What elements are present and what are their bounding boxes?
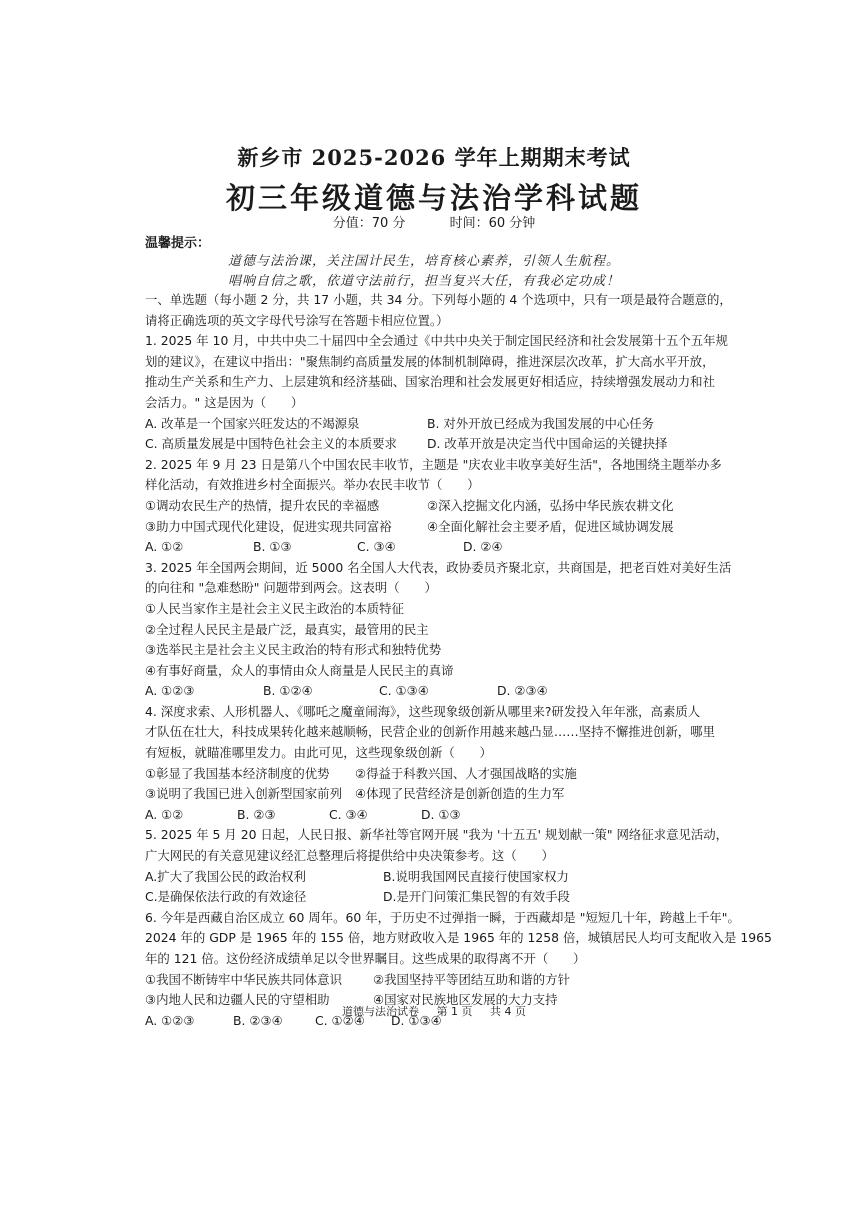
- option-d: D. 改革开放是决定当代中国命运的关键抉择: [427, 436, 668, 452]
- question-text: 广大网民的有关意见建议经汇总整理后将提供给中央决策参考。这（ ）: [145, 848, 554, 864]
- statement-1: ①人民当家作主是社会主义民主政治的本质特征: [145, 600, 404, 616]
- exam-title: 新乡市 2025-2026 学年上期期末考试: [237, 145, 631, 170]
- option-c: C.是确保依法行政的有效途径: [145, 889, 307, 905]
- footer-subject: 道德与法治试卷: [342, 1005, 419, 1018]
- statement-4: ④全面化解社会主要矛盾，促进区域协调发展: [427, 518, 674, 534]
- statement-2: ②得益于科教兴国、人才强国战略的实施: [355, 765, 577, 781]
- question-text: 推动生产关系和生产力、上层建筑和经济基础、国家治理和社会发展更好相适应，持续增强发展动力和社: [145, 374, 715, 390]
- option-a: A. ①②: [145, 539, 184, 555]
- option-b: B. ②③: [237, 806, 276, 822]
- question-text: 年的 121 倍。这份经济成绩单足以令世界瞩目。这些成果的取得离不开（ ）: [145, 951, 586, 966]
- statement-3: ③说明了我国已进入创新型国家前列: [145, 786, 342, 802]
- exam-meta: [0, 212, 868, 231]
- option-b: B. ②③④: [233, 1012, 283, 1028]
- tips-line-1: 道德与法治课，关注国计民生，培育核心素养，引领人生航程。: [228, 254, 621, 269]
- question-text: 会活力。" 这是因为（ ）: [145, 394, 304, 410]
- option-a: A. ①②③: [145, 683, 195, 699]
- question-text: 划的建议》，在建议中指出："聚焦制约高质量发展的体制机制障碍，推进深层次改革，扩大高水平开放，: [145, 353, 715, 369]
- question-text: 4. 深度求索、人形机器人、《哪吒之魔童闹海》，这些现象级创新从哪里来?研发投入年年涨，高素质人: [145, 703, 701, 719]
- statement-4: ④有事好商量，众人的事情由众人商量是人民民主的真谛: [145, 662, 454, 678]
- statement-4: ④体现了民营经济是创新创造的生力军: [355, 786, 565, 802]
- option-d: D. ①③④: [391, 1012, 442, 1028]
- option-d: D.是开门问策汇集民智的有效手段: [383, 889, 570, 905]
- statement-1: ①彰显了我国基本经济制度的优势: [145, 765, 330, 781]
- statement-1: ①我国不断铸牢中华民族共同体意识: [145, 971, 342, 987]
- tips-line-2: 唱响自信之歌，依道守法前行，担当复兴大任，有我必定功成！: [228, 274, 621, 289]
- question-5: [145, 825, 729, 907]
- question-text: 样化活动，有效推进乡村全面振兴。举办农民丰收节（ ）: [145, 477, 480, 493]
- question-3: [145, 558, 732, 702]
- option-b: B. ①③: [253, 539, 292, 555]
- option-c: C. ③④: [357, 539, 396, 555]
- statement-2: ②我国坚持平等团结互助和谐的方针: [373, 971, 570, 987]
- option-a: A. ①②③: [145, 1012, 195, 1028]
- statement-2: ②深入挖掘文化内涵，弘扬中华民族农耕文化: [427, 497, 674, 513]
- question-text: 才队伍在壮大，科技成果转化越来越顺畅，民营企业的创新作用越来越凸显……坚持不懈推进创新，哪里: [145, 724, 715, 740]
- question-4: [145, 702, 713, 826]
- statement-3: ③内地人民和边疆人民的守望相助: [145, 992, 330, 1008]
- question-body: [145, 290, 772, 1031]
- statement-3: ③助力中国式现代化建设，促进实现共同富裕: [145, 518, 392, 534]
- option-b: B. 对外开放已经成为我国发展的中心任务: [427, 415, 655, 431]
- question-text: 1. 2025 年 10 月，中共中央二十届四中全会通过《中共中央关于制定国民经济和社会发展第十五个五年规: [145, 333, 728, 349]
- option-a: A. 改革是一个国家兴旺发达的不竭源泉: [145, 415, 360, 431]
- footer-page-total: 共 4 页: [490, 1005, 526, 1018]
- question-text: 6. 今年是西藏自治区成立 60 周年。60 年，于历史不过弹指一瞬，于西藏却是 "短短几十年，跨越上千年"。: [145, 909, 740, 925]
- statement-3: ③选举民主是社会主义民主政治的特有形式和独特优势: [145, 642, 442, 658]
- question-text: 2. 2025 年 9 月 23 日是第八个中国农民丰收节，主题是 "庆农业丰收享美好生活"，各地围绕主题举办多: [145, 456, 722, 472]
- option-b: B. ①②④: [263, 683, 313, 699]
- option-d: D. ②④: [463, 539, 503, 555]
- question-text: 2024 年的 GDP 是 1965 年的 155 倍，地方财政收入是 1965 年的 1258 倍，城镇居民人均可支配收入是 1965: [145, 930, 772, 946]
- option-c: C. ①②④: [315, 1012, 365, 1028]
- section-heading-cont: 请将正确选项的英文字母代号涂写在答题卡相应位置。）: [145, 312, 449, 328]
- option-c: C. 高质量发展是中国特色社会主义的本质要求: [145, 436, 397, 452]
- question-1: [145, 331, 728, 455]
- question-text: 有短板，就瞄准哪里发力。由此可见，这些现象级创新（ ）: [145, 745, 492, 761]
- option-d: D. ②③④: [497, 683, 548, 699]
- exam-subject-title: 初三年级道德与法治学科试题: [225, 181, 642, 215]
- time-label: 时间：60 分钟: [449, 216, 536, 231]
- question-text: 的向往和 "急难愁盼" 问题带到两会。这表明（ ）: [145, 580, 437, 596]
- statement-2: ②全过程人民民主是最广泛，最真实，最管用的民主: [145, 621, 429, 637]
- footer-page-number: 第 1 页: [436, 1005, 473, 1018]
- option-a: A.扩大了我国公民的政治权利: [145, 868, 306, 884]
- score-label: 分值：70 分: [332, 216, 406, 231]
- option-d: D. ①③: [421, 806, 461, 822]
- option-b: B.说明我国网民直接行使国家权力: [383, 868, 569, 884]
- statement-1: ①调动农民生产的热情，提升农民的幸福感: [145, 497, 380, 513]
- question-text: 3. 2025 年全国两会期间，近 5000 名全国人大代表，政协委员齐聚北京，共商国是，把老百姓对美好生活: [145, 559, 732, 575]
- tips-label: 温馨提示：: [145, 236, 211, 251]
- option-a: A. ①②: [145, 806, 184, 822]
- statement-4: ④国家对民族地区发展的大力支持: [373, 992, 558, 1008]
- question-text: 5. 2025 年 5 月 20 日起，人民日报、新华社等官网开展 "我为 '十五五' 规划献一策" 网络征求意见活动，: [145, 827, 729, 843]
- question-2: [145, 455, 722, 558]
- page-footer: [0, 1003, 868, 1019]
- option-c: C. ③④: [329, 806, 368, 822]
- section-heading: 一、单选题（每小题 2 分，共 17 小题，共 34 分。下列每小题的 4 个选项中，只有一项是最符合题意的，: [145, 292, 732, 307]
- option-c: C. ①③④: [379, 683, 429, 699]
